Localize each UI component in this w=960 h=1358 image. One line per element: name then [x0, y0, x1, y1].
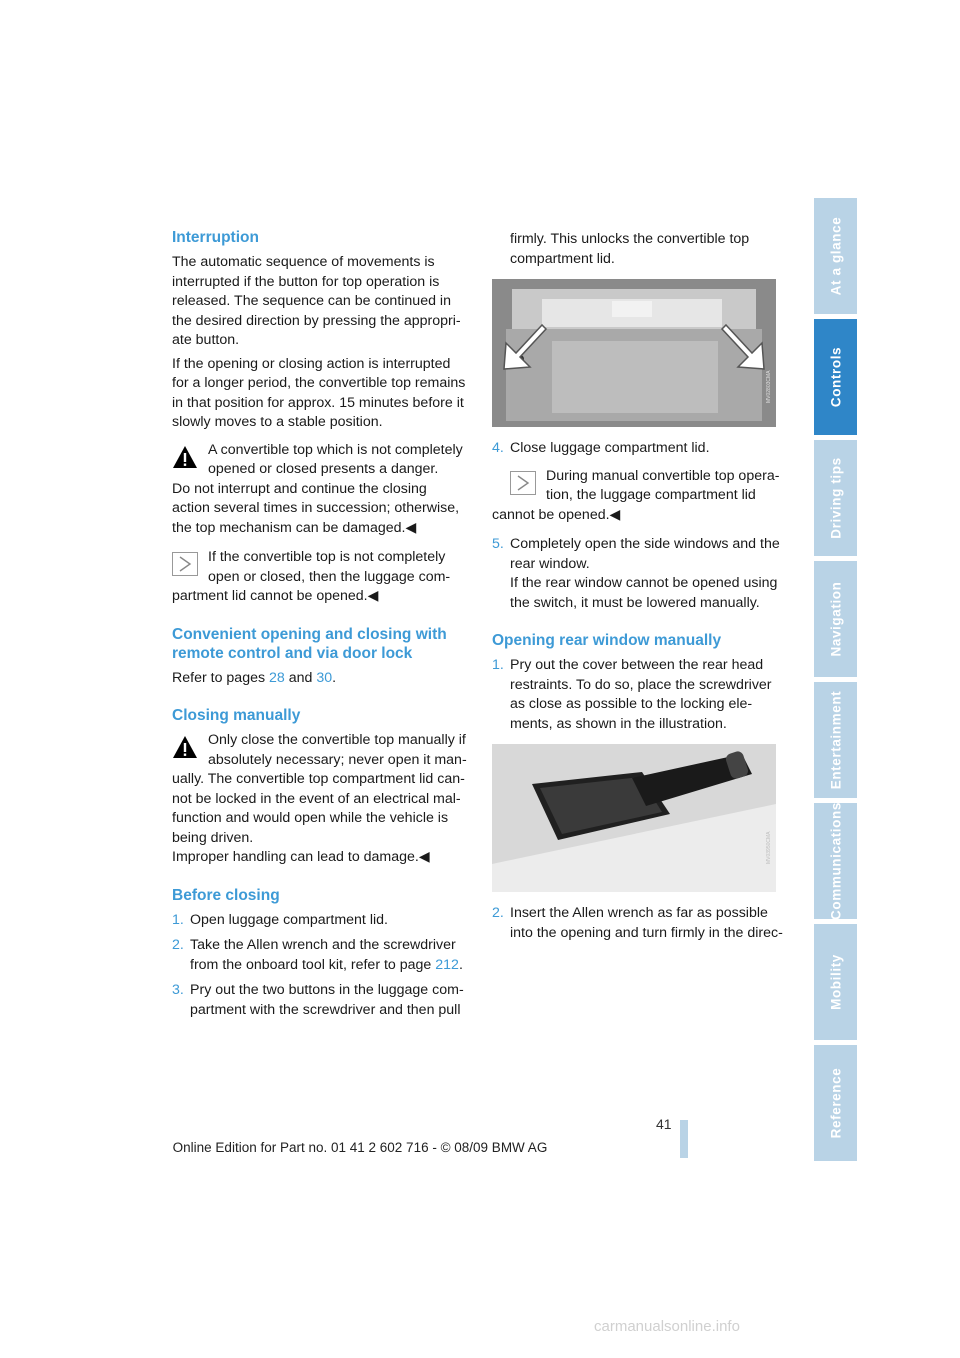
notice-note-luggage: [172, 548, 468, 607]
step-text: Close luggage compartment lid.: [510, 440, 710, 456]
tab-label: Communications: [828, 802, 843, 920]
warning-note-closing: [172, 731, 468, 868]
tab-label: Entertainment: [828, 690, 843, 790]
before-closing-steps: [172, 911, 468, 1021]
closing-warning-a: Only close the convertible top manually if absolutely necessary; never open it man-: [208, 732, 467, 768]
heading-rear-window: Opening rear window manually: [492, 632, 722, 649]
tab-label: Reference: [828, 1067, 843, 1139]
right-steps-b: [492, 535, 788, 613]
refer-period: .: [332, 669, 337, 686]
heading-interruption: Interruption: [172, 229, 259, 246]
interruption-para-1: The automatic sequence of movements is interrupted if the button for top operation is released. The sequence can be continued in the desired direction by pressing the appropri-ate button.: [172, 254, 461, 348]
list-item: [492, 904, 788, 943]
notice-text-b: cannot be opened.◀: [492, 506, 621, 523]
tab-label: At a glance: [828, 216, 843, 296]
right-column: [492, 230, 788, 949]
refer-text: Refer to pages: [172, 669, 270, 686]
rear-window-steps: [492, 656, 788, 734]
refer-and: and: [284, 669, 317, 686]
list-item: [172, 911, 468, 931]
section-closing-manually: [172, 706, 468, 868]
interruption-para-2: If the opening or closing action is interrupted for a longer period, the convertible top remains in that position for approx. 15 minutes before it slowly moves to a stable position.: [172, 355, 466, 430]
tab-label: Mobility: [828, 954, 843, 1010]
tab-controls[interactable]: [814, 319, 857, 435]
closing-warning-c: Improper handling can lead to damage.◀: [172, 849, 430, 865]
left-column: [172, 228, 468, 1026]
notice-text-b: partment lid cannot be opened.◀: [172, 588, 379, 604]
warning-triangle-icon: [172, 735, 198, 759]
warning-text-b: Do not interrupt and continue the closing action several times in succession; otherwise, the top mechanism can be damaged.◀: [172, 480, 460, 536]
step-period: .: [458, 956, 463, 973]
tab-communications[interactable]: [814, 803, 857, 919]
convenient-refer: [172, 669, 468, 689]
rear-window-steps-2: [492, 904, 788, 943]
photo-code: MV03950CMA: [766, 831, 772, 864]
heading-before-closing: Before closing: [172, 886, 280, 904]
warning-text-a: A convertible top which is not completely opened or closed presents a danger.: [208, 441, 463, 477]
step-text: Pry out the cover between the rear head restraints. To do so, place the screwdriver as close as possible to the locking ele-ments, as shown in the illustration.: [510, 657, 772, 732]
tab-driving-tips[interactable]: [814, 440, 857, 556]
tab-label: Driving tips: [828, 457, 843, 539]
section-convenient: [172, 625, 468, 689]
step-3-continuation: firmly. This unlocks the convertible top compartment lid.: [510, 231, 750, 267]
notice-arrow-icon: [510, 471, 536, 495]
step-number: 1.: [492, 657, 504, 673]
notice-text-a: If the convertible top is not completely open or closed, then the luggage com-: [208, 549, 451, 585]
list-item: [172, 936, 468, 975]
tab-mobility[interactable]: [814, 924, 857, 1040]
step-number: 4.: [492, 440, 504, 456]
tab-entertainment[interactable]: [814, 682, 857, 798]
step-number: 1.: [172, 911, 184, 928]
step-number: 3.: [172, 982, 184, 998]
chapter-tabs: [814, 198, 857, 1166]
footer: [0, 1140, 960, 1155]
step-text-2: If the rear window cannot be opened using the switch, it must be lowered manually.: [510, 575, 778, 611]
tab-label: Controls: [828, 346, 843, 408]
closing-warning-b: ually. The convertible top compartment lid can-not be locked in the event of an electrical mal-function and would open while the vehicle is being driven.: [172, 771, 465, 846]
tab-navigation[interactable]: [814, 561, 857, 677]
tab-label: Navigation: [828, 581, 843, 657]
step-text: Open luggage compartment lid.: [190, 911, 388, 928]
notice-arrow-icon: [172, 552, 198, 576]
step-number: 5.: [492, 536, 504, 552]
step-text: Insert the Allen wrench as far as possible into the opening and turn firmly in the direc-: [510, 905, 783, 941]
list-item: [492, 535, 788, 613]
tab-at-a-glance[interactable]: [814, 198, 857, 314]
heading-closing-manually: Closing manually: [172, 707, 301, 724]
luggage-compartment-photo: [492, 279, 776, 427]
list-item: [492, 656, 788, 734]
watermark: carmanualsonline.info: [594, 1318, 740, 1335]
step-text: Pry out the two buttons in the luggage com-partment with the screwdriver and then pull: [190, 982, 464, 1018]
head-restraint-cover-photo: [492, 744, 776, 892]
notice-note-manual: [492, 467, 788, 526]
footer-text: Online Edition for Part no. 01 41 2 602 716 - © 08/09 BMW AG: [172, 1140, 548, 1155]
warning-note-interrupt: [172, 441, 468, 539]
heading-convenient: Convenient opening and closing with remote control and via door lock: [172, 625, 447, 662]
page-link-30[interactable]: 30: [316, 669, 333, 686]
list-item: [492, 439, 788, 459]
list-item: [172, 981, 468, 1020]
section-before-closing: [172, 886, 468, 1021]
page-link-212[interactable]: 212: [435, 956, 459, 973]
step-number: 2.: [172, 937, 184, 953]
step-number: 2.: [492, 905, 504, 921]
step-text: Completely open the side windows and the rear window.: [510, 536, 780, 572]
photo-code: MV02803CMA: [766, 370, 772, 403]
section-rear-window: [492, 631, 788, 943]
page-link-28[interactable]: 28: [269, 669, 285, 686]
page-number: 41: [656, 1116, 672, 1132]
right-steps-a: [492, 439, 788, 459]
notice-text-a: During manual convertible top opera-tion, the luggage compartment lid: [546, 467, 780, 503]
step-text: Take the Allen wrench and the screwdriver from the onboard tool kit, refer to page: [190, 937, 456, 973]
warning-triangle-icon: [172, 445, 198, 469]
